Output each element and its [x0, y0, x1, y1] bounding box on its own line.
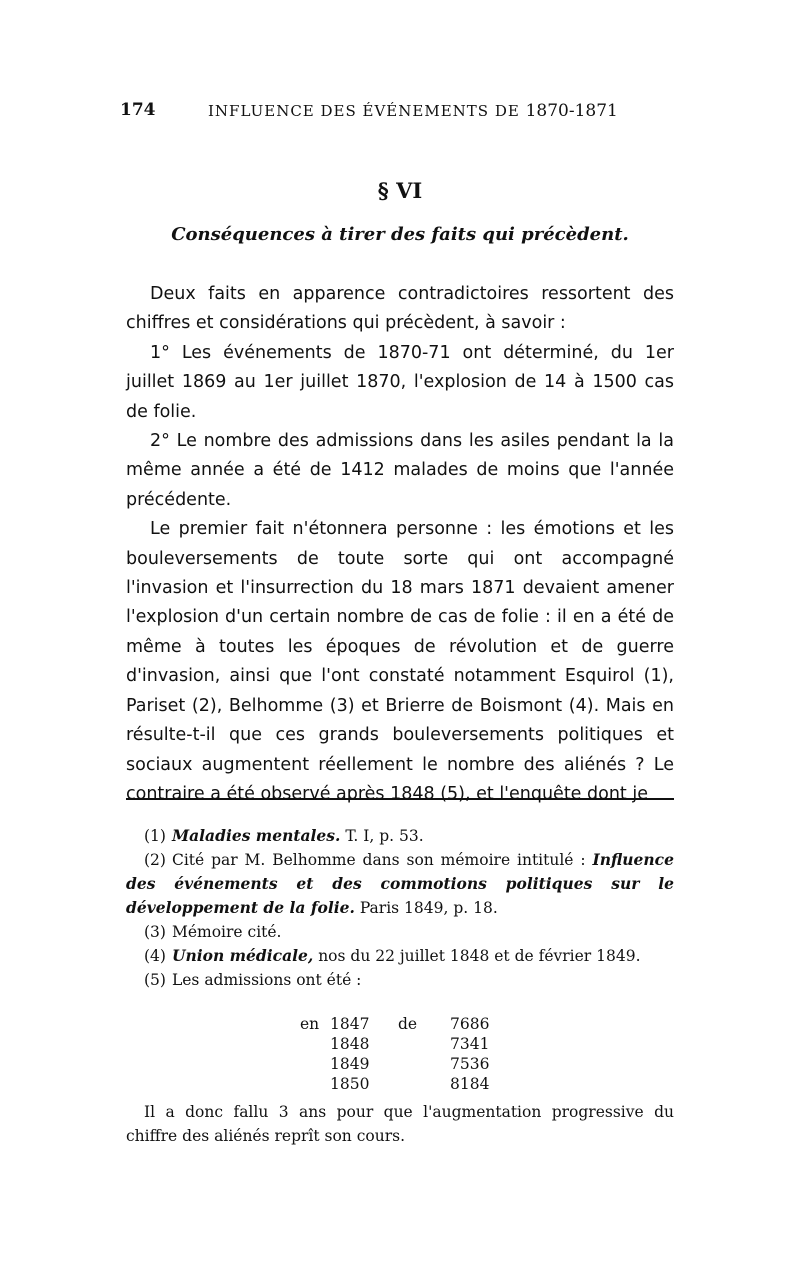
section-subtitle: Conséquences à tirer des faits qui précèdent. — [171, 224, 629, 245]
admissions-row — [300, 1054, 500, 1074]
main-text — [126, 280, 674, 809]
paragraph: Le premier fait n'étonnera personne : les émotions et les bouleversements de toute sorte qui ont accompagné l'invasion et l'insurrection du 18 mars 1871 devaient amener l'explosion d'un certain nombre de cas de folie : il en a été de même à toutes les époques de révolution et de guerre d'invasion, ainsi que l'ont constaté notamment Esquirol (1), Pariset (2), Belhomme (3) et Brierre de Boismont (4). Mais en résulte-t-il que ces grands bouleversements politiques et sociaux augmentent réellement le nombre des aliénés ? Le contraire a été observé après 1848 (5), et l'enquête dont je — [126, 519, 674, 804]
footnote-italic: Influence des événements et des commotions politiques sur le développement de la folie. — [126, 850, 674, 917]
footnote-5 — [126, 968, 674, 992]
footnote-label: (5) — [144, 971, 166, 989]
footnote-label: (2) — [144, 851, 166, 869]
footnote-text: Mémoire cité. — [171, 923, 282, 941]
footnote-text: Paris 1849, p. 18. — [359, 899, 498, 917]
admissions-year: 1848 — [330, 1035, 370, 1053]
section-heading: § VI — [377, 178, 423, 203]
footnote-italic: Union médicale, — [171, 946, 314, 965]
running-title — [208, 101, 618, 121]
footnote-text: Les admissions ont été : — [171, 971, 362, 989]
admissions-prefix: en — [300, 1015, 320, 1033]
admissions-connector: de — [398, 1015, 418, 1033]
footnote-1 — [126, 824, 674, 848]
paragraph: 2° Le nombre des admissions dans les asiles pendant la la même année a été de 1412 malades de moins que l'année précédente. — [126, 431, 674, 510]
admissions-count: 7341 — [450, 1035, 490, 1053]
footnote-label: (1) — [144, 827, 166, 845]
paragraph: 1° Les événements de 1870-71 ont déterminé, du 1er juillet 1869 au 1er juillet 1870, l'explosion de 14 à 1500 cas de folie. — [126, 342, 674, 422]
footnote-label: (4) — [144, 947, 166, 965]
admissions-count: 7686 — [450, 1015, 490, 1033]
footnote-label: (3) — [144, 923, 166, 941]
running-title-years: 1870-1871 — [525, 101, 618, 121]
footnote-divider — [126, 798, 674, 800]
footnote-3 — [126, 920, 674, 944]
admissions-year: 1850 — [330, 1075, 370, 1093]
admissions-count: 8184 — [450, 1075, 490, 1093]
paragraph: Deux faits en apparence contradictoires ressortent des chiffres et considérations qui précèdent, à savoir : — [126, 284, 674, 334]
closing-note — [126, 1100, 674, 1148]
closing-text: Il a donc fallu 3 ans pour que l'augmentation progressive du chiffre des aliénés reprît son cours. — [126, 1103, 674, 1145]
admissions-row — [300, 1074, 500, 1094]
page-number: 174 — [120, 100, 156, 120]
footnote-4 — [126, 944, 674, 968]
footnote-italic: Maladies mentales. — [171, 826, 341, 845]
footnote-text: T. I, p. 53. — [345, 827, 424, 845]
admissions-row — [300, 1014, 500, 1034]
footnote-text-before: Cité par M. Belhomme dans son mémoire intitulé : — [171, 851, 586, 869]
footnote-2 — [126, 848, 674, 920]
admissions-row — [300, 1034, 500, 1054]
running-header — [120, 100, 680, 130]
footnotes — [126, 824, 674, 992]
running-title-text: INFLUENCE DES ÉVÉNEMENTS DE — [208, 102, 520, 120]
admissions-year: 1849 — [330, 1055, 370, 1073]
admissions-table — [300, 1014, 500, 1094]
admissions-count: 7536 — [450, 1055, 490, 1073]
footnote-text: nos du 22 juillet 1848 et de février 1849. — [318, 947, 641, 965]
admissions-year: 1847 — [330, 1015, 370, 1033]
